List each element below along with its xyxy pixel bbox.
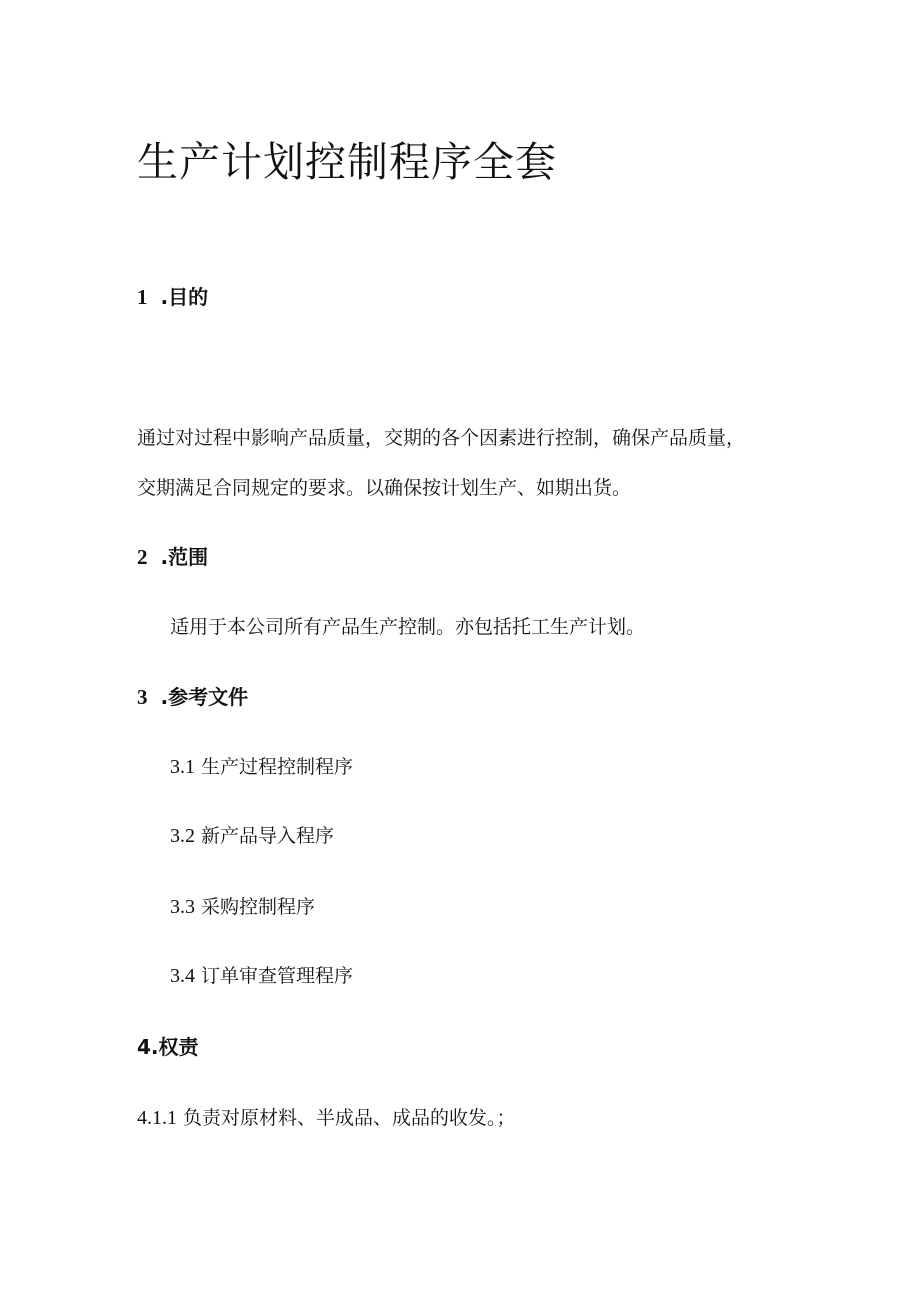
reference-number: 3.3	[170, 896, 195, 918]
reference-item	[170, 753, 353, 781]
responsibility-number: 4.1.1	[137, 1107, 177, 1129]
section-number: 2	[137, 545, 148, 569]
section-title: .目的	[160, 285, 209, 309]
responsibility-item	[137, 1104, 516, 1132]
section-heading-scope	[137, 543, 208, 571]
reference-number: 3.2	[170, 825, 195, 847]
scope-text: 适用于本公司所有产品生产控制。亦包括托工生产计划。	[170, 616, 646, 638]
reference-number: 3.4	[170, 965, 195, 987]
reference-item	[170, 893, 315, 921]
section-number: 1	[137, 285, 148, 309]
section-title: .参考文件	[160, 685, 249, 709]
section-heading-purpose	[137, 283, 208, 311]
reference-text: 新产品导入程序	[201, 825, 335, 847]
section-title: .范围	[160, 545, 209, 569]
purpose-line-2: 交期满足合同规定的要求。以确保按计划生产、如期出货。	[137, 477, 632, 499]
section-heading-references	[137, 683, 248, 711]
page-title: 生产计划控制程序全套	[137, 138, 557, 186]
reference-text: 采购控制程序	[201, 896, 316, 918]
section-heading-responsibilities: 4.权责	[137, 1035, 199, 1059]
reference-text: 生产过程控制程序	[201, 756, 354, 778]
reference-text: 订单审查管理程序	[201, 965, 354, 987]
reference-item	[170, 822, 334, 850]
purpose-line-1: 通过对过程中影响产品质量，交期的各个因素进行控制，确保产品质量，	[137, 427, 746, 449]
reference-item	[170, 962, 353, 990]
responsibility-text: 负责对原材料、半成品、成品的收发。；	[183, 1107, 516, 1129]
section-number: 3	[137, 685, 148, 709]
reference-number: 3.1	[170, 756, 195, 778]
